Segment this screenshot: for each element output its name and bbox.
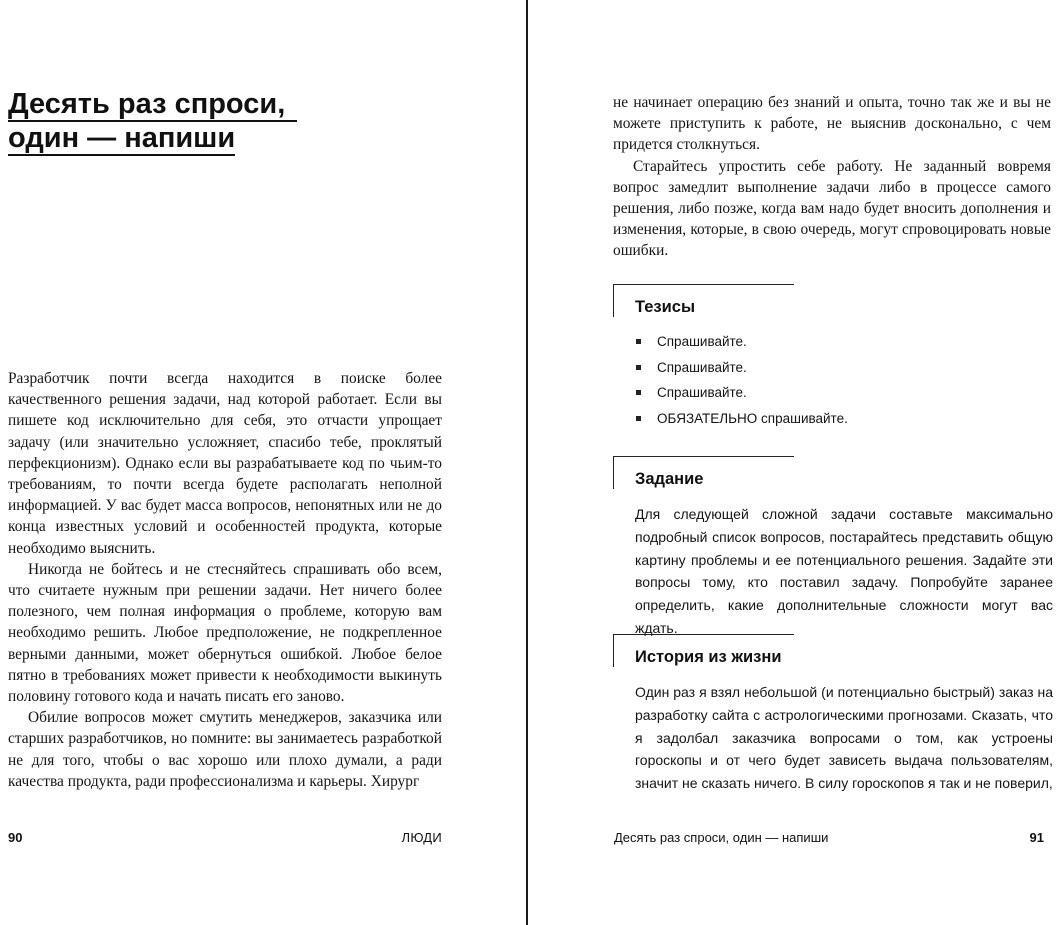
right-page bbox=[530, 0, 1056, 925]
chapter-title-line-1: Десять раз спроси, bbox=[8, 88, 297, 122]
paragraph: Обилие вопросов может смутить менеджеров, заказчика или старших разработчиков, но помните: вы занимаетесь разработкой не для того, чтобы о вас хорошо или плохо думали, а ради качества продукта, ради профессионализма и карьеры. Хирург bbox=[8, 709, 442, 790]
theses-title: Тезисы bbox=[635, 298, 696, 316]
list-item: ОБЯЗАТЕЛЬНО спрашивайте. bbox=[635, 409, 1053, 435]
task-title: Задание bbox=[635, 470, 704, 488]
right-body-text bbox=[613, 92, 1051, 262]
task-text: Для следующей сложной задачи составьте максимально подробный список вопросов, постарайтесь представить общую картину проблемы и ее потенциального решения. Задайте эти вопросы тому, кто поставил задачу. Попробуйте заранее определить, какие дополнительные сложности могут вас ждать. bbox=[635, 506, 1053, 636]
theses-box bbox=[613, 284, 1053, 444]
page-number-right: 91 bbox=[1029, 830, 1044, 845]
list-item: Спрашивайте. bbox=[635, 358, 1053, 384]
paragraph: Никогда не бойтесь и не стесняйтесь спрашивать обо всем, что считаете нужным при решении задачи. Нет ничего более полезного, чем полная информация о проблеме, которую вам необходимо решить. Любое предположение, не подкрепленное верными данными, может обернуться ошибкой. Любое белое пятно в требованиях может привести к необходимости выкинуть половину готового кода и начать писать его заново. bbox=[8, 560, 442, 706]
running-head-right: Десять раз спроси, один — напиши bbox=[614, 830, 829, 845]
left-page bbox=[0, 0, 526, 925]
story-title: История из жизни bbox=[635, 648, 782, 666]
left-body-text bbox=[8, 368, 442, 792]
book-spine bbox=[526, 0, 528, 925]
story-box bbox=[613, 634, 1053, 794]
list-item: Спрашивайте. bbox=[635, 383, 1053, 409]
theses-list bbox=[635, 332, 1053, 434]
paragraph: не начинает операцию без знаний и опыта, точно так же и вы не можете приступить к работе, не выяснив досконально, с чем придется столкнуться. bbox=[613, 94, 1051, 154]
page-number-left: 90 bbox=[8, 830, 23, 845]
story-text: Один раз я взял небольшой (и потенциально быстрый) заказ на разработку сайта с астрологическими прогнозами. Сказать, что я задолбал заказчика вопросами о том, как устроены гороскопы и от чего будет зависеть выдача пользователям, значит не сказать ничего. В силу гороскопов я так и не поверил, bbox=[635, 684, 1053, 792]
paragraph: Старайтесь упростить себе работу. Не заданный вовремя вопрос замедлит выполнение задачи либо в процессе самого решения, либо позже, когда вам надо будет вносить дополнения и изменения, которые, в свою очередь, могут спровоцировать новые ошибки. bbox=[613, 157, 1051, 260]
list-item: Спрашивайте. bbox=[635, 332, 1053, 358]
paragraph: Разработчик почти всегда находится в поиске более качественного решения задачи, над которой работает. Если вы пишете код исключительно для себя, это отчасти упрощает задачу (или значительно усложняет, спасибо тебе, проклятый перфекционизм). Однако если вы разрабатываете код по чьим-то требованиям, то почти всегда будете располагать неполной информацией. У вас будет масса вопросов, непонятных или не до конца известных условий и особенностей продукта, которые необходимо выяснить. bbox=[8, 370, 442, 557]
task-box bbox=[613, 456, 1053, 636]
chapter-title bbox=[8, 88, 288, 156]
running-head-left: ЛЮДИ bbox=[401, 830, 442, 845]
chapter-title-line-2: один — напиши bbox=[8, 122, 236, 154]
